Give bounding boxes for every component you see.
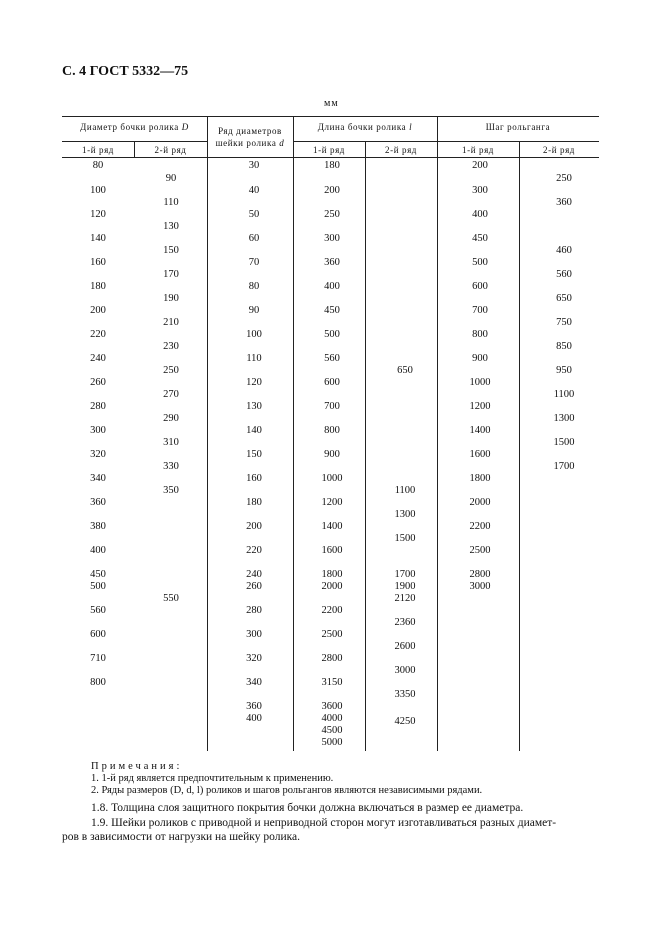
table-cell-l-row2: 2120 — [394, 593, 416, 604]
table-cell-D-row2: 190 — [163, 293, 179, 304]
table-cell-step-row1: 1200 — [469, 401, 491, 412]
table-cell-step-row2: 1100 — [553, 389, 575, 400]
table-cell-l-row1: 200 — [324, 185, 340, 196]
header-l-row2: 2-й ряд — [385, 145, 417, 155]
header-l-row1: 1-й ряд — [313, 145, 345, 155]
table-cell-step-row1: 700 — [472, 305, 488, 316]
table-cell-journal-d: 360 — [246, 701, 262, 712]
table-cell-l-row2: 1900 — [394, 581, 416, 592]
table-cell-step-row1: 1800 — [469, 473, 491, 484]
table-cell-l-row1: 1000 — [321, 473, 343, 484]
table-cell-l-row2: 1500 — [394, 533, 416, 544]
table-cell-D-row2: 170 — [163, 269, 179, 280]
table-cell-D-row2: 110 — [163, 197, 179, 208]
table-cell-l-row2: 2600 — [394, 641, 416, 652]
table-cell-l-row1: 1200 — [321, 497, 343, 508]
header-split-rule-right — [293, 141, 599, 142]
table-cell-step-row1: 1600 — [469, 449, 491, 460]
table-cell-journal-d: 220 — [246, 545, 262, 556]
header-step-row1: 1-й ряд — [462, 145, 494, 155]
table-cell-step-row1: 200 — [472, 160, 488, 171]
header-journal-line2: шейки ролика d — [215, 138, 285, 148]
table-cell-step-row1: 2800 — [469, 569, 491, 580]
table-cell-journal-d: 300 — [246, 629, 262, 640]
table-cell-D-row1: 500 — [90, 581, 106, 592]
table-cell-l-row1: 400 — [324, 281, 340, 292]
table-cell-l-row1: 2000 — [321, 581, 343, 592]
table-cell-l-row1: 4000 — [321, 713, 343, 724]
table-cell-l-row1: 360 — [324, 257, 340, 268]
paragraph-1-8: 1.8. Толщина слоя защитного покрытия бочки должна включаться в размер ее диаметра. — [91, 802, 524, 814]
header-d-row1: 1-й ряд — [82, 145, 114, 155]
table-cell-l-row1: 560 — [324, 353, 340, 364]
table-cell-step-row2: 750 — [556, 317, 572, 328]
table-cell-step-row2: 850 — [556, 341, 572, 352]
col-divider-journal-left — [207, 116, 208, 751]
table-cell-l-row1: 2800 — [321, 653, 343, 664]
table-cell-D-row1: 800 — [90, 677, 106, 688]
table-cell-journal-d: 320 — [246, 653, 262, 664]
header-d-row2: 2-й ряд — [154, 145, 187, 155]
col-divider-journal-right — [293, 116, 294, 751]
table-cell-step-row2: 1500 — [553, 437, 575, 448]
col-divider-step-left — [437, 116, 438, 751]
table-cell-step-row1: 1000 — [469, 377, 491, 388]
table-cell-journal-d: 240 — [246, 569, 262, 580]
table-cell-l-row1: 1800 — [321, 569, 343, 580]
table-cell-D-row1: 80 — [92, 160, 104, 171]
notes-heading: Примечания: — [91, 761, 183, 772]
table-cell-D-row1: 600 — [90, 629, 106, 640]
table-cell-step-row1: 450 — [472, 233, 488, 244]
table-cell-l-row1: 2500 — [321, 629, 343, 640]
table-cell-l-row1: 700 — [324, 401, 340, 412]
header-step: Шаг рольганга — [485, 122, 551, 132]
table-cell-journal-d: 40 — [248, 185, 260, 196]
table-cell-l-row2: 1300 — [394, 509, 416, 520]
table-cell-D-row1: 380 — [90, 521, 106, 532]
table-cell-l-row1: 4500 — [321, 725, 343, 736]
table-cell-journal-d: 130 — [246, 401, 262, 412]
table-cell-D-row1: 300 — [90, 425, 106, 436]
table-cell-step-row1: 2500 — [469, 545, 491, 556]
table-cell-step-row1: 400 — [472, 209, 488, 220]
table-cell-D-row2: 150 — [163, 245, 179, 256]
table-cell-D-row1: 200 — [90, 305, 106, 316]
table-cell-l-row2: 3350 — [394, 689, 416, 700]
table-cell-D-row1: 710 — [90, 653, 106, 664]
table-cell-journal-d: 160 — [246, 473, 262, 484]
table-cell-journal-d: 100 — [246, 329, 262, 340]
paragraph-1-9-line2: ров в зависимости от нагрузки на шейку ролика. — [62, 831, 300, 843]
table-cell-step-row1: 800 — [472, 329, 488, 340]
table-cell-D-row2: 290 — [163, 413, 179, 424]
table-cell-l-row1: 250 — [324, 209, 340, 220]
table-cell-l-row1: 800 — [324, 425, 340, 436]
page-header: С. 4 ГОСТ 5332—75 — [62, 64, 189, 79]
header-barrel-diameter: Диаметр бочки ролика D — [80, 122, 189, 132]
header-barrel-length: Длина бочки ролика l — [317, 122, 413, 132]
table-cell-step-row2: 460 — [556, 245, 572, 256]
note-item-2: 2. Ряды размеров (D, d, l) роликов и шагов рольгангов являются независимыми рядами. — [91, 785, 483, 796]
table-cell-step-row1: 900 — [472, 353, 488, 364]
table-cell-journal-d: 150 — [246, 449, 262, 460]
table-cell-step-row2: 950 — [556, 365, 572, 376]
table-cell-step-row1: 600 — [472, 281, 488, 292]
table-cell-step-row2: 360 — [556, 197, 572, 208]
table-cell-D-row1: 360 — [90, 497, 106, 508]
table-cell-l-row2: 1700 — [394, 569, 416, 580]
table-cell-D-row1: 280 — [90, 401, 106, 412]
table-cell-D-row1: 560 — [90, 605, 106, 616]
table-cell-l-row1: 5000 — [321, 737, 343, 748]
table-cell-D-row1: 120 — [90, 209, 106, 220]
table-cell-journal-d: 110 — [246, 353, 262, 364]
table-cell-step-row2: 250 — [556, 173, 572, 184]
table-cell-D-row1: 220 — [90, 329, 106, 340]
table-cell-step-row2: 560 — [556, 269, 572, 280]
table-cell-D-row1: 160 — [90, 257, 106, 268]
table-cell-l-row1: 450 — [324, 305, 340, 316]
table-cell-l-row1: 3600 — [321, 701, 343, 712]
table-cell-l-row2: 4250 — [394, 716, 416, 727]
paragraph-1-9-line1: 1.9. Шейки роликов с приводной и неприводной сторон могут изготавливаться разных диамет- — [91, 817, 557, 829]
table-cell-journal-d: 50 — [248, 209, 260, 220]
table-cell-journal-d: 70 — [248, 257, 260, 268]
table-cell-D-row2: 250 — [163, 365, 179, 376]
col-divider-step — [519, 141, 520, 751]
table-cell-D-row1: 180 — [90, 281, 106, 292]
table-cell-l-row2: 2360 — [394, 617, 416, 628]
table-cell-step-row1: 1400 — [469, 425, 491, 436]
table-unit: мм — [324, 98, 339, 109]
header-journal-line1: Ряд диаметров — [218, 126, 282, 136]
table-cell-D-row1: 100 — [90, 185, 106, 196]
table-cell-l-row1: 600 — [324, 377, 340, 388]
table-cell-step-row2: 1300 — [553, 413, 575, 424]
table-cell-step-row1: 3000 — [469, 581, 491, 592]
table-cell-l-row1: 1600 — [321, 545, 343, 556]
table-cell-l-row1: 2200 — [321, 605, 343, 616]
table-cell-step-row1: 2200 — [469, 521, 491, 532]
table-cell-journal-d: 180 — [246, 497, 262, 508]
table-cell-l-row1: 180 — [324, 160, 340, 171]
table-cell-journal-d: 120 — [246, 377, 262, 388]
table-cell-l-row2: 650 — [397, 365, 413, 376]
table-cell-l-row1: 300 — [324, 233, 340, 244]
table-cell-D-row1: 340 — [90, 473, 106, 484]
table-cell-journal-d: 400 — [246, 713, 262, 724]
table-cell-D-row1: 260 — [90, 377, 106, 388]
table-cell-D-row2: 130 — [163, 221, 179, 232]
table-cell-l-row1: 1400 — [321, 521, 343, 532]
table-cell-step-row2: 650 — [556, 293, 572, 304]
table-cell-journal-d: 80 — [248, 281, 260, 292]
table-cell-D-row2: 350 — [163, 485, 179, 496]
table-cell-D-row1: 140 — [90, 233, 106, 244]
table-cell-step-row1: 500 — [472, 257, 488, 268]
table-cell-journal-d: 280 — [246, 605, 262, 616]
table-cell-journal-d: 30 — [248, 160, 260, 171]
col-divider-length — [365, 141, 366, 751]
table-cell-D-row2: 210 — [163, 317, 179, 328]
table-cell-journal-d: 90 — [248, 305, 260, 316]
table-top-rule — [62, 116, 599, 117]
table-cell-D-row2: 550 — [163, 593, 179, 604]
table-cell-l-row1: 900 — [324, 449, 340, 460]
table-cell-l-row1: 3150 — [321, 677, 343, 688]
note-item-1: 1. 1-й ряд является предпочтительным к применению. — [91, 773, 334, 784]
table-cell-step-row1: 300 — [472, 185, 488, 196]
table-cell-journal-d: 200 — [246, 521, 262, 532]
table-cell-journal-d: 260 — [246, 581, 262, 592]
table-cell-journal-d: 140 — [246, 425, 262, 436]
table-cell-journal-d: 340 — [246, 677, 262, 688]
table-cell-l-row2: 3000 — [394, 665, 416, 676]
table-cell-D-row2: 270 — [163, 389, 179, 400]
table-cell-D-row2: 90 — [165, 173, 177, 184]
table-cell-l-row2: 1100 — [394, 485, 416, 496]
table-cell-D-row1: 450 — [90, 569, 106, 580]
table-cell-D-row1: 320 — [90, 449, 106, 460]
table-cell-D-row1: 240 — [90, 353, 106, 364]
table-cell-l-row1: 500 — [324, 329, 340, 340]
table-cell-D-row2: 230 — [163, 341, 179, 352]
table-cell-D-row1: 400 — [90, 545, 106, 556]
header-step-row2: 2-й ряд — [543, 145, 575, 155]
table-cell-journal-d: 60 — [248, 233, 260, 244]
table-cell-step-row1: 2000 — [469, 497, 491, 508]
table-cell-D-row2: 330 — [163, 461, 179, 472]
table-cell-step-row2: 1700 — [553, 461, 575, 472]
table-cell-D-row2: 310 — [163, 437, 179, 448]
